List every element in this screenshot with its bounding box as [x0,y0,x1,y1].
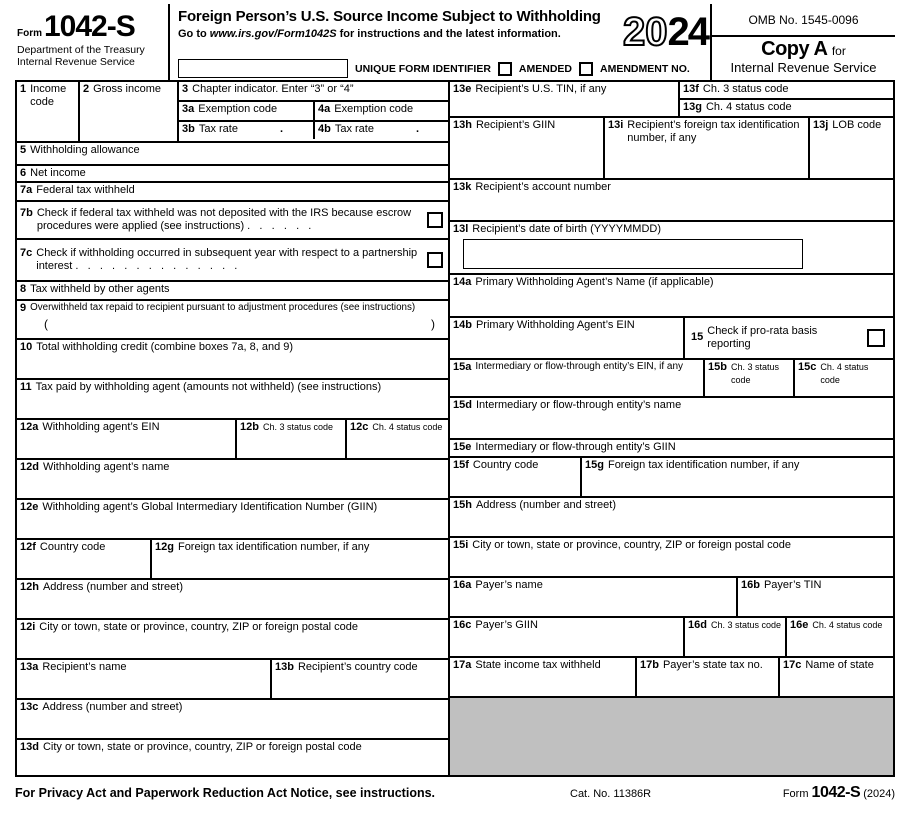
row-15f-15g [450,458,893,498]
box-15f-label: Country code [472,459,539,471]
row-16c-16e [450,618,893,658]
footer-form-word: Form [782,788,809,800]
footer-form-num: 1042-S [811,784,861,801]
box-13c-address[interactable] [17,700,448,740]
box-17b-number: 17b [640,659,659,671]
row-13e-13g [450,82,893,118]
box-7c-partnership [17,240,448,282]
box-15e-entity-giin[interactable] [450,440,893,458]
box-17c-number: 17c [783,659,802,671]
box-4b-tax-rate[interactable] [315,122,448,139]
form-word: Form [17,28,42,39]
box-13j-lob-code[interactable] [810,118,893,178]
box-15e-number: 15e [453,441,472,453]
box-4b-label: Tax rate [334,123,374,135]
box-16d-number: 16d [688,619,707,631]
row-12a-12c [17,420,448,460]
box-3-cell [179,82,448,100]
box-14b-number: 14b [453,319,472,331]
row-3b-4b [179,122,448,139]
box-15e-label: Intermediary or flow-through entity’s GIIN [475,441,676,453]
box-16c-label: Payer’s GIIN [475,619,538,631]
box-15a-entity-ein[interactable] [450,360,705,396]
box-12i-city[interactable] [17,620,448,660]
box-9-paren-close: ) [431,317,435,332]
amendment-no-checkbox[interactable] [579,62,593,76]
box-5-withholding-allowance[interactable] [17,143,448,166]
box-7b-checkbox[interactable] [427,212,443,228]
box-15a-label: Intermediary or flow-through entity’s EIN, if any [475,361,684,372]
box-12f-label: Country code [39,541,106,553]
box-13j-label: LOB code [832,119,882,131]
box-7c-leader-dots: . . . . . . . . . . . . . . [72,260,238,272]
box-15-label: Check if pro-rata basis reporting [707,324,818,350]
box-13f-number: 13f [683,83,699,95]
box-8-number: 8 [20,283,27,295]
box-13f-ch3-status[interactable] [680,82,893,100]
box-4a-exemption-code[interactable] [315,102,448,120]
box-16a-payer-name[interactable] [450,578,738,616]
box-8-label: Tax withheld by other agents [30,283,170,295]
box-13h-label: Recipient’s GIIN [475,119,556,131]
row-12f-12g [17,540,448,580]
row-13h-13j [450,118,893,180]
box-9-overwithheld[interactable] [17,301,448,340]
box-12i-number: 12i [20,621,36,633]
box-16b-number: 16b [741,579,760,591]
box-15a-number: 15a [453,361,472,373]
box-7b-number: 7b [20,206,33,219]
header-right [710,4,895,80]
box-15-number: 15 [691,331,704,344]
box-12i-label: City or town, state or province, country, ZIP or foreign postal code [39,621,359,633]
box-15c-ch4-status[interactable] [795,360,893,396]
copy-recipient: Internal Revenue Service [730,60,877,75]
header-center [170,4,710,80]
box-7c-label: Check if withholding occurred in subsequent year with respect to a partnership interest . . . . . . . . . . . . . . [36,246,418,272]
box-13d-number: 13d [20,741,39,753]
row-1-2-3 [17,82,448,143]
shaded-reserved-area [450,698,893,775]
box-16e-ch4-status[interactable] [787,618,893,656]
box-3-4-group [179,82,448,141]
omb-number: OMB No. 1545-0096 [748,13,859,27]
box-2-gross-income[interactable] [80,82,179,141]
box-17b-label: Payer’s state tax no. [662,659,763,671]
box-7a-label: Federal tax withheld [36,184,135,196]
box-12e-number: 12e [20,501,39,513]
form-footer [15,786,895,808]
box-15-pro-rata [685,318,893,358]
unique-form-identifier-input[interactable] [178,59,348,78]
box-3b-decimal: . [279,123,284,135]
box-12e-agent-giin[interactable] [17,500,448,540]
box-1-income-code[interactable] [17,82,80,141]
box-9-number: 9 [20,302,27,314]
box-10-total-withholding-credit[interactable] [17,340,448,380]
box-15g-foreign-tin[interactable] [582,458,893,496]
row-3a-4a [179,102,448,122]
box-13i-recipient-foreign-tin[interactable] [605,118,810,178]
box-15-checkbox[interactable] [867,329,885,347]
box-13l-label: Recipient’s date of birth (YYYYMMDD) [472,223,661,235]
box-9-label: Overwithheld tax repaid to recipient pursuant to adjustment procedures (see instructions) [30,302,416,313]
box-16c-number: 16c [453,619,472,631]
box-17c-label: Name of state [805,659,874,671]
box-9-parentheses [20,315,445,331]
row-15a-15c [450,360,893,398]
box-15d-entity-name[interactable] [450,398,893,440]
box-7c-number: 7c [20,246,33,259]
box-13i-label: Recipient’s foreign tax identification number, if any [627,119,800,145]
box-6-net-income[interactable] [17,166,448,183]
row-17a-17c [450,658,893,698]
box-15i-number: 15i [453,539,469,551]
box-15c-number: 15c [798,361,817,373]
copy-a-line [712,38,895,61]
box-13e-recipient-tin[interactable] [450,82,680,116]
unique-form-identifier-label: UNIQUE FORM IDENTIFIER [355,62,491,75]
irs-url-link[interactable]: www.irs.gov/Form1042S [209,28,337,40]
box-13c-label: Address (number and street) [42,701,183,713]
goto-post: for instructions and the latest information. [336,28,561,40]
box-13d-city[interactable] [17,740,448,775]
copy-a-label: Copy A [761,38,828,60]
box-13g-ch4-status[interactable] [680,100,893,116]
box-13e-label: Recipient’s U.S. TIN, if any [475,83,607,95]
box-15i-label: City or town, state or province, country, ZIP or foreign postal code [472,539,792,551]
box-12c-label: Ch. 4 status code [372,422,443,432]
form-number: 1042-S [44,10,135,43]
box-15b-number: 15b [708,361,727,373]
box-12d-number: 12d [20,461,39,473]
box-12b-number: 12b [240,421,259,433]
box-16c-payer-giin[interactable] [450,618,685,656]
box-15d-label: Intermediary or flow-through entity’s name [475,399,682,411]
box-12h-number: 12h [20,581,39,593]
box-15d-number: 15d [453,399,472,411]
box-15b-label: Ch. 3 status code [730,362,779,385]
box-16b-label: Payer’s TIN [763,579,822,591]
form-id-block [15,4,170,80]
box-13h-recipient-giin[interactable] [450,118,605,178]
box-12d-label: Withholding agent’s name [42,461,170,473]
box-13d-label: City or town, state or province, country, ZIP or foreign postal code [42,741,362,753]
box-12c-number: 12c [350,421,369,433]
box-7b-escrow [17,202,448,240]
box-3-chapter-indicator[interactable] [179,82,448,102]
box-13b-recipient-country[interactable] [272,660,448,698]
box-5-number: 5 [20,144,27,156]
footer-form-number [783,784,895,802]
box-13c-number: 13c [20,701,39,713]
box-7a-federal-tax-withheld[interactable] [17,183,448,202]
box-13k-label: Recipient’s account number [475,181,611,193]
box-12e-label: Withholding agent’s Global Intermediary Identification Number (GIIN) [42,501,378,513]
copy-for: for [831,44,846,58]
goto-pre: Go to [178,28,210,40]
box-6-label: Net income [30,167,86,179]
box-3-number: 3 [182,83,189,95]
box-16e-number: 16e [790,619,809,631]
box-3a-number: 3a [182,103,195,115]
box-15h-label: Address (number and street) [475,499,616,511]
row-16a-16b [450,578,893,618]
box-5-label: Withholding allowance [30,144,140,156]
box-17a-number: 17a [453,659,472,671]
box-16d-label: Ch. 3 status code [710,620,782,630]
footer-form-year: (2024) [863,788,895,800]
box-17c-name-of-state[interactable] [780,658,893,696]
box-3a-label: Exemption code [198,103,278,115]
amended-label: AMENDED [518,62,573,75]
box-14a-label: Primary Withholding Agent’s Name (if applicable) [475,276,714,288]
box-12h-label: Address (number and street) [42,581,183,593]
box-11-label: Tax paid by withholding agent (amounts not withheld) (see instructions) [35,381,382,393]
box-13l-number: 13l [453,223,469,235]
box-4a-number: 4a [318,103,331,115]
box-14a-primary-agent-name[interactable] [450,275,893,318]
box-13a-number: 13a [20,661,39,673]
box-12a-number: 12a [20,421,39,433]
copy-a-box [712,35,895,80]
box-17b-payer-state-tax-no[interactable] [637,658,780,696]
box-13k-account-number[interactable] [450,180,893,222]
left-column [17,82,450,775]
box-13a-recipient-name[interactable] [17,660,272,698]
box-13l-date-of-birth [450,222,893,275]
box-14b-primary-agent-ein[interactable] [450,318,685,358]
box-1-label: Income code [30,83,67,109]
row-14b-15 [450,318,893,360]
box-12b-ch3-status[interactable] [237,420,347,458]
dept-line-2: Internal Revenue Service [17,56,135,69]
box-12f-number: 12f [20,541,36,553]
box-8-tax-withheld-other-agents[interactable] [17,282,448,301]
box-13j-number: 13j [813,119,829,131]
box-16a-label: Payer’s name [475,579,543,591]
right-column [450,82,893,775]
box-15g-number: 15g [585,459,604,471]
amended-checkbox[interactable] [498,62,512,76]
box-13f-label: Ch. 3 status code [702,83,789,95]
box-10-number: 10 [20,341,33,353]
box-11-tax-paid-by-agent[interactable] [17,380,448,420]
box-12a-label: Withholding agent’s EIN [42,421,160,433]
box-13h-number: 13h [453,119,472,131]
box-13k-number: 13k [453,181,472,193]
catalog-number: Cat. No. 11386R [570,788,652,800]
box-15c-label: Ch. 4 status code [820,362,869,385]
box-12d-agent-name[interactable] [17,460,448,500]
box-13g-number: 13g [683,101,702,113]
box-10-label: Total withholding credit (combine boxes 7a, 8, and 9) [36,341,294,353]
box-7b-leader-dots: . . . . . . [244,220,312,232]
box-13a-label: Recipient’s name [42,661,127,673]
box-12b-label: Ch. 3 status code [262,422,334,432]
amendment-no-label: AMENDMENT NO. [600,62,690,75]
box-15f-number: 15f [453,459,469,471]
box-12g-number: 12g [155,541,174,553]
box-7c-checkbox[interactable] [427,252,443,268]
dept-line-1: Department of the Treasury [17,44,145,56]
box-3a-exemption-code[interactable] [179,102,315,120]
box-4b-decimal: . [415,123,420,135]
box-13i-number: 13i [608,119,624,131]
box-12g-foreign-tin[interactable] [152,540,448,578]
box-16b-payer-tin[interactable] [738,578,893,616]
year-solid-digits: 24 [667,10,708,54]
box-16d-ch3-status[interactable] [685,618,787,656]
box-9-paren-open: ( [44,317,48,332]
box-2-label: Gross income [93,83,161,95]
box-1-number: 1 [20,83,27,95]
box-14a-number: 14a [453,276,472,288]
year-outline-digits: 20 [623,10,668,54]
box-2-number: 2 [83,83,90,95]
box-14b-label: Primary Withholding Agent’s EIN [475,319,635,331]
box-12c-ch4-status[interactable] [347,420,448,458]
row-13a-13b [17,660,448,700]
box-4a-label: Exemption code [334,103,414,115]
box-15b-ch3-status[interactable] [705,360,795,396]
box-12a-agent-ein[interactable] [17,420,237,458]
box-13l-dob-input[interactable] [463,239,803,269]
box-13e-number: 13e [453,83,472,95]
box-4b-number: 4b [318,123,331,135]
box-12g-label: Foreign tax identification number, if any [177,541,370,553]
box-17a-label: State income tax withheld [475,659,601,671]
box-13g-label: Ch. 4 status code [705,101,792,113]
form-number-line [17,10,164,44]
box-12f-country-code[interactable] [17,540,152,578]
box-15i-city[interactable] [450,538,893,578]
box-12h-address[interactable] [17,580,448,620]
privacy-act-notice: For Privacy Act and Paperwork Reduction Act Notice, see instructions. [15,786,436,800]
box-17a-state-tax-withheld[interactable] [450,658,637,696]
box-3b-number: 3b [182,123,195,135]
box-15h-number: 15h [453,499,472,511]
form-body [15,80,895,777]
box-15h-address[interactable] [450,498,893,538]
box-3-label: Chapter indicator. Enter “3” or “4” [192,83,354,95]
box-11-number: 11 [20,381,32,393]
box-3b-label: Tax rate [198,123,238,135]
box-16a-number: 16a [453,579,472,591]
form-header [15,4,895,80]
form-1042s [15,4,895,808]
identifier-row [178,59,702,78]
box-15f-country-code[interactable] [450,458,582,496]
box-7b-label: Check if federal tax withheld was not deposited with the IRS because escrow procedures were applied (see instructions) . . . . . . [36,206,412,232]
box-15g-label: Foreign tax identification number, if any [607,459,800,471]
box-13b-label: Recipient’s country code [297,661,418,673]
box-3b-tax-rate[interactable] [179,122,315,139]
page-title: Foreign Person’s U.S. Source Income Subject to Withholding [178,8,601,25]
box-16e-label: Ch. 4 status code [812,620,883,630]
box-7a-number: 7a [20,184,33,196]
tax-year [623,12,708,52]
box-13b-number: 13b [275,661,294,673]
box-6-number: 6 [20,167,27,179]
